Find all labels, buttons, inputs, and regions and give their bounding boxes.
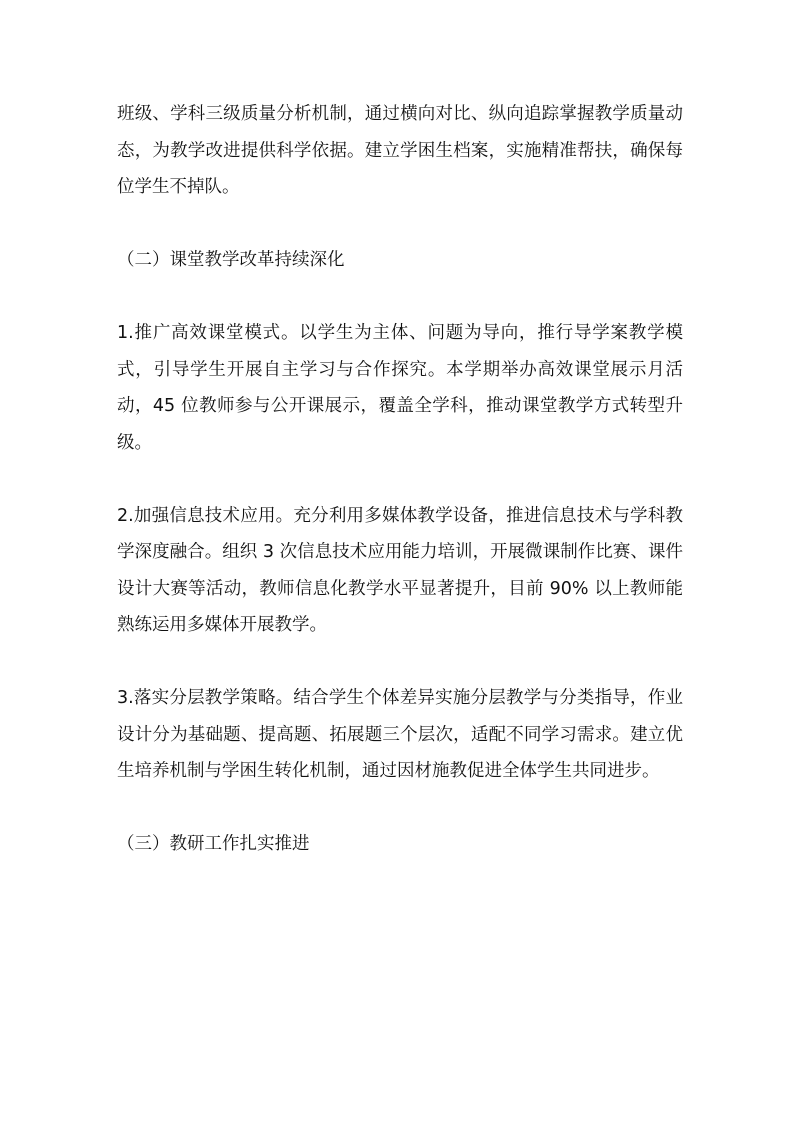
body-paragraph: 2.加强信息技术应用。充分利用多媒体教学设备，推进信息技术与学科教学深度融合。组织 3 次信息技术应用能力培训，开展微课制作比赛、课件设计大赛等活动，教师信息化教学水平显著提升，目前 90% 以上教师能熟练运用多媒体开展教学。 <box>117 505 683 635</box>
section-heading: （二）课堂教学改革持续深化 <box>117 250 345 270</box>
paragraph-spacing <box>117 790 683 827</box>
body-paragraph: 班级、学科三级质量分析机制，通过横向对比、纵向追踪掌握教学质量动态，为教学改进提供科学依据。建立学困生档案，实施精准帮扶，确保每位学生不掉队。 <box>117 104 683 197</box>
paragraph-spacing <box>117 206 683 243</box>
section-heading: （三）教研工作扎实推进 <box>117 834 310 854</box>
paragraph-spacing <box>117 279 683 316</box>
paragraph-spacing <box>117 461 683 498</box>
body-paragraph: 1.推广高效课堂模式。以学生为主体、问题为导向，推行导学案教学模式，引导学生开展自主学习与合作探究。本学期举办高效课堂展示月活动，45 位教师参与公开课展示，覆盖全学科，推动课堂教学方式转型升级。 <box>117 323 683 453</box>
paragraph-spacing <box>117 644 683 681</box>
body-paragraph: 3.落实分层教学策略。结合学生个体差异实施分层教学与分类指导，作业设计分为基础题、提高题、拓展题三个层次，适配不同学习需求。建立优生培养机制与学困生转化机制，通过因材施教促进全体学生共同进步。 <box>117 688 683 781</box>
document-body <box>117 96 683 863</box>
